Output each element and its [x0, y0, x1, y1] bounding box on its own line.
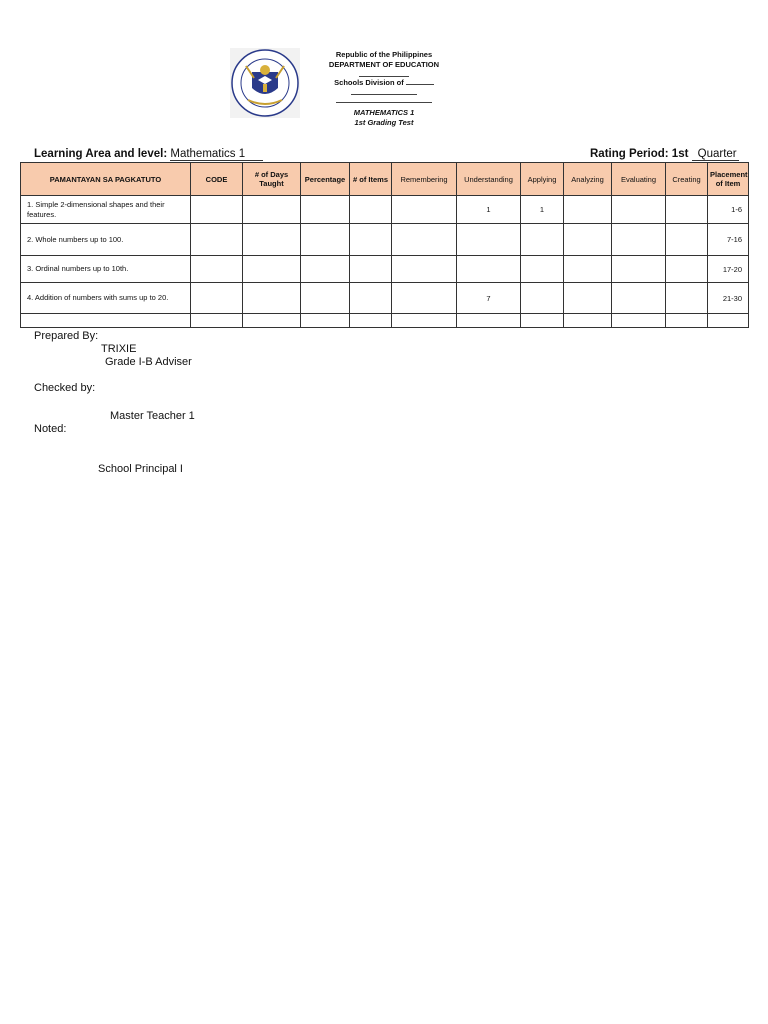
schools-division-label: Schools Division of [334, 78, 404, 87]
header-competency: PAMANTAYAN SA PAGKATUTO [21, 163, 191, 196]
blank-line-2 [314, 88, 454, 96]
header-days-taught: # of Days Taught [243, 163, 301, 196]
header-percentage: Percentage [301, 163, 350, 196]
table-row-empty [21, 314, 749, 328]
learning-area-label: Learning Area and level: [34, 148, 168, 160]
applying-cell: 1 [521, 196, 564, 224]
republic-line: Republic of the Philippines [335, 50, 433, 59]
placement-cell: 17-20 [708, 256, 749, 283]
noted-label: Noted: [34, 423, 67, 435]
header-analyzing: Analyzing [564, 163, 612, 196]
department-line: DEPARTMENT OF EDUCATION [328, 60, 440, 69]
prepared-title: Grade I-B Adviser [105, 356, 192, 368]
table-row [21, 224, 749, 256]
competency-cell: 1. Simple 2-dimensional shapes and their features. [21, 196, 191, 224]
table-row [21, 256, 749, 283]
prepared-by-label: Prepared By: [34, 330, 99, 342]
learning-area-value: Mathematics 1 [170, 148, 263, 161]
schools-division-line [314, 78, 454, 88]
learning-area [34, 148, 263, 161]
blank-line-1 [314, 70, 454, 78]
competency-cell: 4. Addition of numbers with sums up to 20. [21, 283, 191, 314]
applying-cell [521, 224, 564, 256]
header-remembering: Remembering [392, 163, 457, 196]
table-row [21, 196, 749, 224]
understanding-cell: 7 [457, 283, 521, 314]
placement-cell: 1-6 [708, 196, 749, 224]
header-items: # of Items [350, 163, 392, 196]
applying-cell [521, 283, 564, 314]
placement-cell: 7-16 [708, 224, 749, 256]
header-evaluating: Evaluating [612, 163, 666, 196]
placement-cell: 21-30 [708, 283, 749, 314]
blank-line-3 [314, 96, 454, 108]
header-understanding: Understanding [457, 163, 521, 196]
table-of-specifications [20, 162, 749, 328]
test-line: 1st Grading Test [354, 118, 414, 127]
competency-cell: 3. Ordinal numbers up to 10th. [21, 256, 191, 283]
rating-period-suffix: Quarter [692, 148, 739, 161]
header-applying: Applying [521, 163, 564, 196]
table-row [21, 283, 749, 314]
checked-by-label: Checked by: [34, 382, 96, 394]
table-header-row [21, 163, 749, 196]
deped-seal-logo [230, 48, 300, 118]
header-placement: Placement of Item [708, 163, 749, 196]
subject-line: MATHEMATICS 1 [353, 108, 415, 117]
competency-cell: 2. Whole numbers up to 100. [21, 224, 191, 256]
document-header [314, 50, 454, 128]
noted-title: School Principal I [98, 463, 183, 475]
understanding-cell [457, 224, 521, 256]
prepared-name: TRIXIE [101, 343, 137, 355]
applying-cell [521, 256, 564, 283]
rating-period-label: Rating Period: [590, 148, 669, 160]
header-code: CODE [191, 163, 243, 196]
rating-period [590, 148, 739, 161]
understanding-cell [457, 256, 521, 283]
rating-period-value: 1st [671, 148, 689, 160]
header-creating: Creating [666, 163, 708, 196]
checked-title: Master Teacher 1 [110, 410, 195, 422]
understanding-cell: 1 [457, 196, 521, 224]
